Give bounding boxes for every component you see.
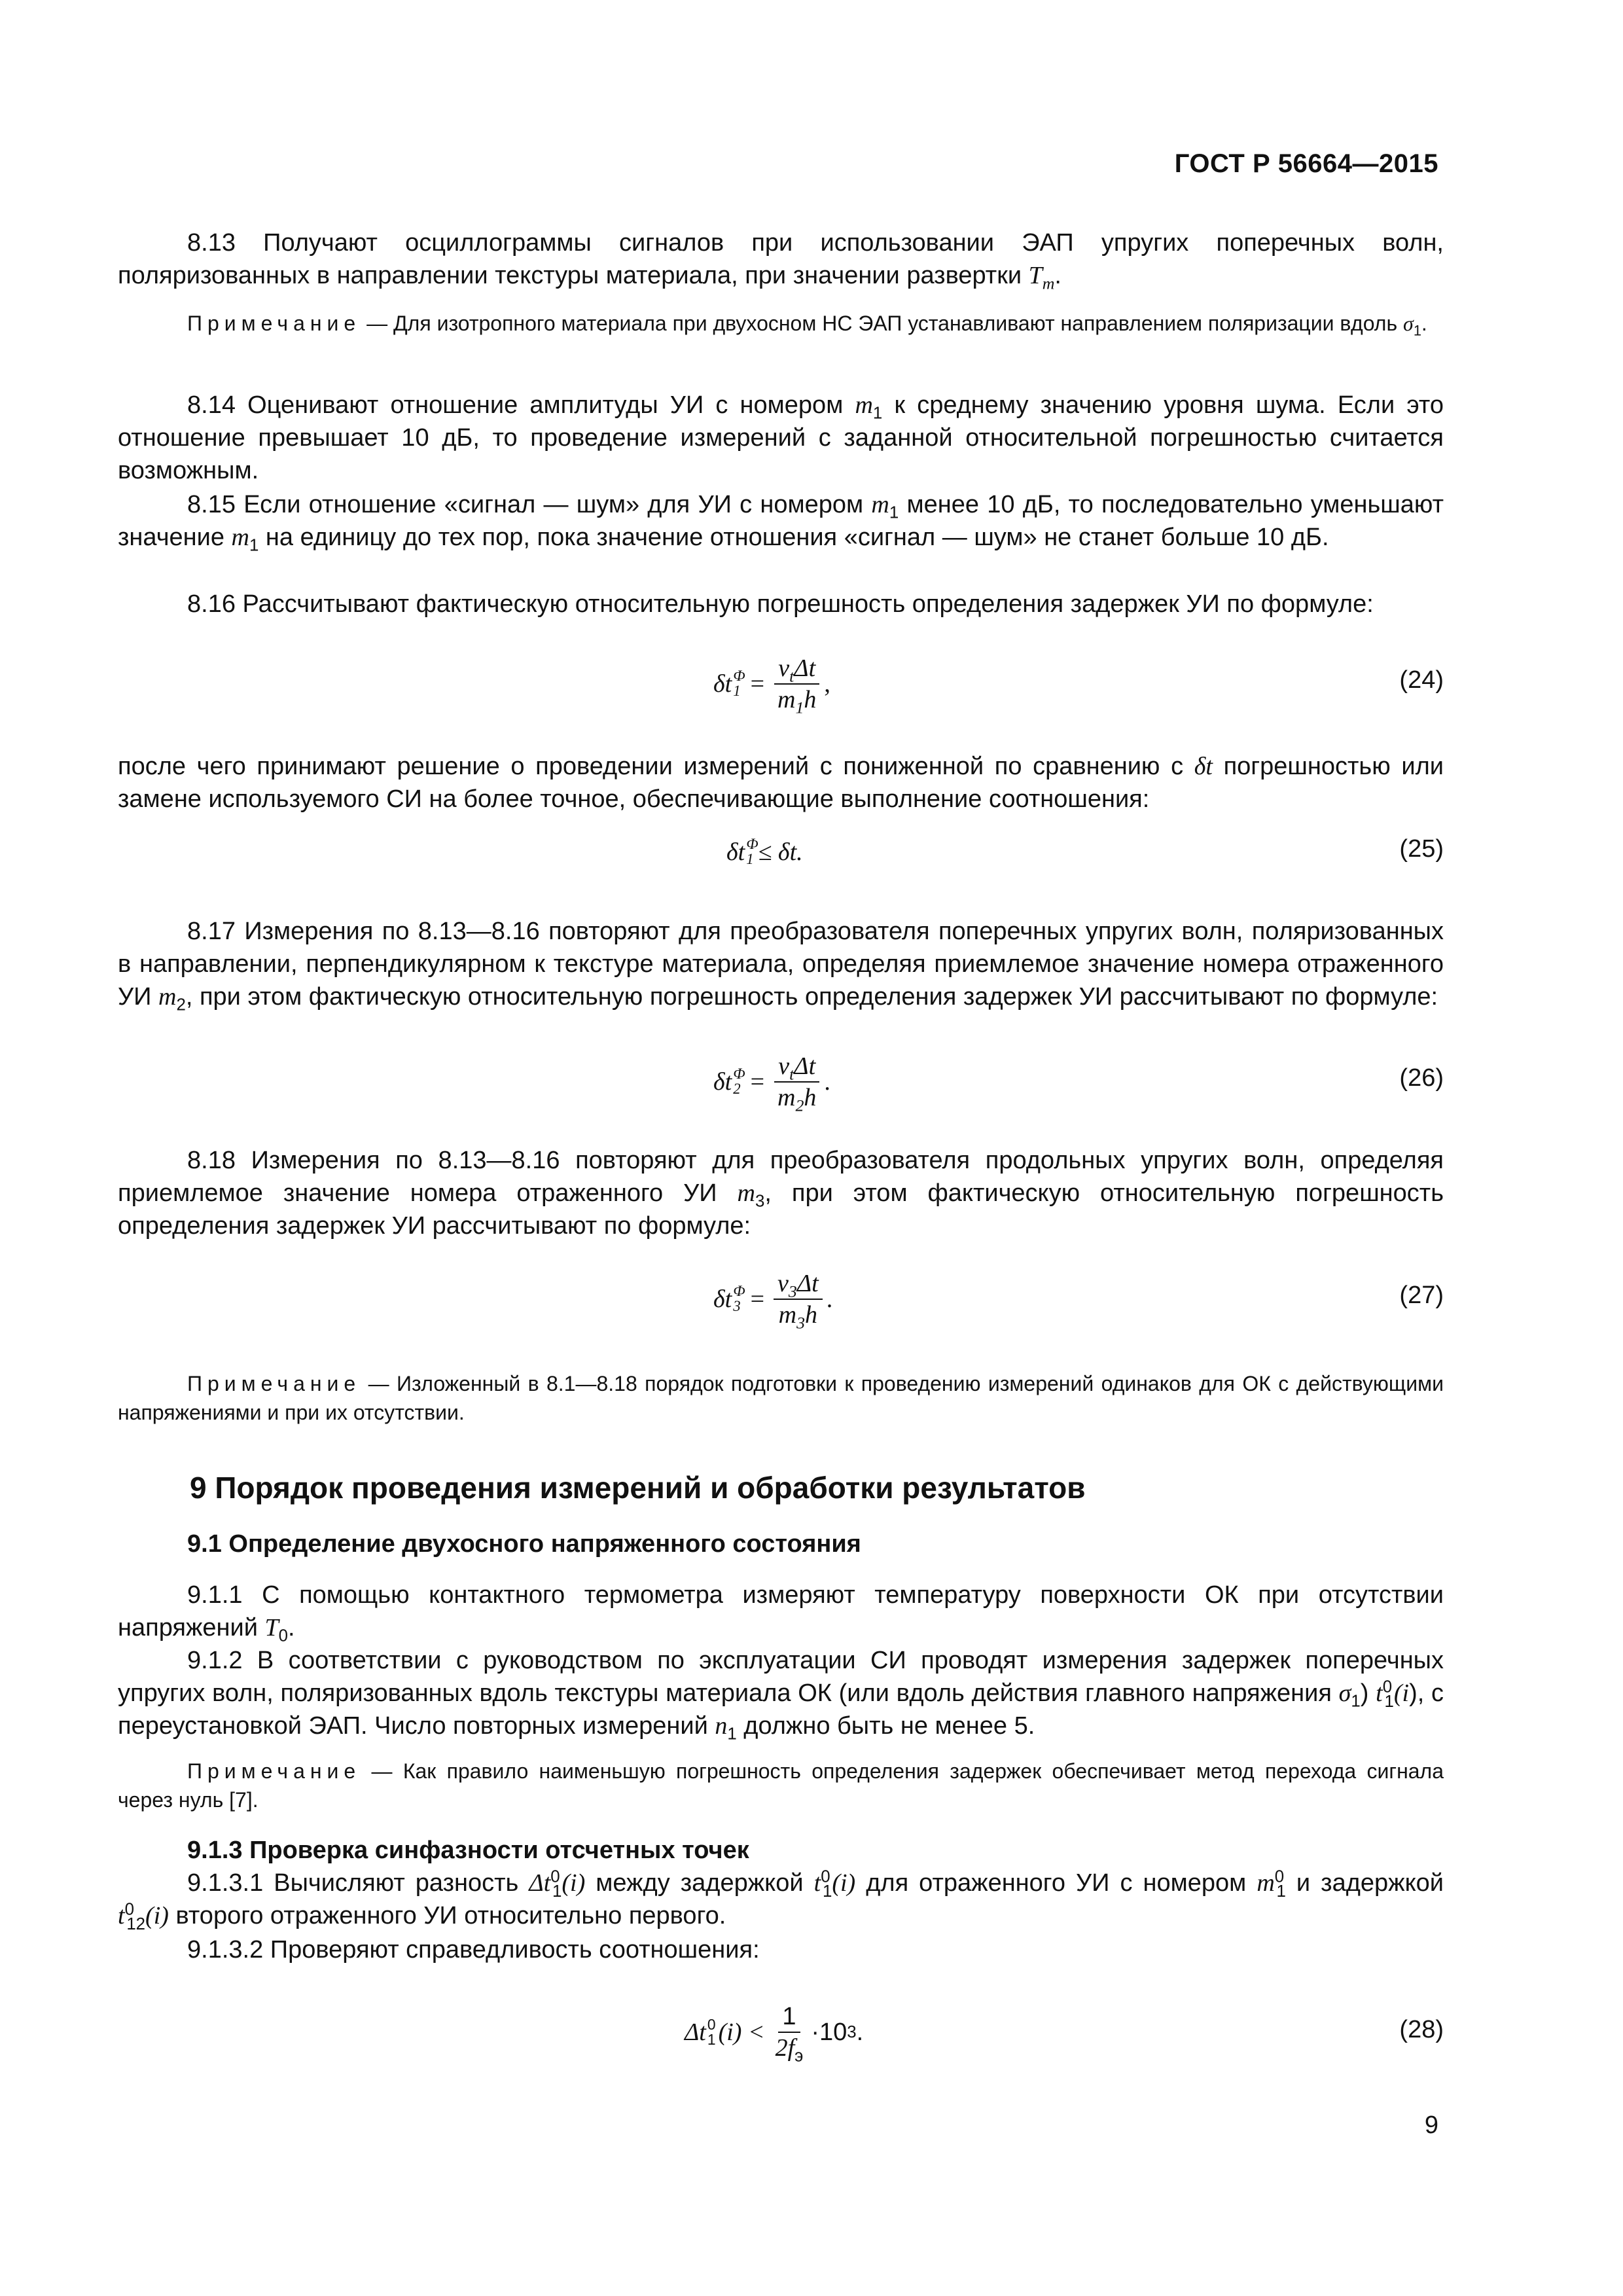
paragraph-9-1-1: 9.1.1 С помощью контактного термометра измеряют температуру поверхности ОК при отсутствии напряжений $T_0$. — [118, 1581, 1444, 1645]
note-label: Примечание — [187, 1372, 361, 1395]
paragraph-8-15: 8.15 Если отношение «сигнал — шум» для УИ с номером $m_1$ менее 10 дБ, то последовательно уменьшают значение $m_1$ на единицу до тех пор, пока значение отношения «сигнал — шум» не станет больше 10 дБ. — [118, 491, 1444, 555]
note-label: Примечание — [187, 312, 361, 335]
section-9-1-heading: 9.1 Определение двухосного напряженного состояния — [187, 1530, 861, 1558]
page-number: 9 — [1424, 2111, 1438, 2139]
formula-24-expression: δt Ф 1 = $\frac{v_t\Delta t}{m_1h}$ , — [713, 655, 830, 717]
paragraph-9-1-2: 9.1.2 В соответствии с руководством по эксплуатации СИ проводят измерения задержек поперечных упругих волн, поляризованных вдоль текстуры материала ОК (или вдоль действия главного напряжения $\sigma_1$) $t^0_1(i)$, с переустановкой ЭАП. Число повторных измерений $n_1$ должно быть не менее 5. — [118, 1647, 1444, 1744]
formula-25 — [118, 826, 1444, 878]
paragraph-9-1-3-2: 9.1.3.2 Проверяют справедливость соотношения: — [187, 1936, 760, 1964]
formula-25-expression: δt Ф 1 ≤ δt. — [726, 836, 803, 867]
note-1: Примечание — Для изотропного материала при двухосном НС ЭАП устанавливают направлением поляризации вдоль $\sigma_1$. — [187, 312, 1427, 339]
paragraph-8-13: 8.13 Получают осциллограммы сигналов при использовании ЭАП упругих поперечных волн, поляризованных в направлении текстуры материала, при значении развертки $T_m$. — [118, 229, 1444, 293]
paragraph-8-14: 8.14 Оценивают отношение амплитуды УИ с номером $m_1$ к среднему значению уровня шума. Если это отношение превышает 10 дБ, то проведение измерений с заданной относительной погрешностью считается возможным. — [118, 391, 1444, 484]
note-label: Примечание — [187, 1759, 361, 1783]
formula-24-number: (24) — [1399, 666, 1444, 694]
formula-26 — [118, 1046, 1444, 1118]
formula-26-number: (26) — [1399, 1064, 1444, 1092]
paragraph-8-18: 8.18 Измерения по 8.13—8.16 повторяют для преобразователя продольных упругих волн, определяя приемлемое значение номера отраженного УИ $m_3$, при этом фактическую относительную погрешность определения задержек УИ рассчитывают по формуле: — [118, 1147, 1444, 1240]
formula-25-number: (25) — [1399, 835, 1444, 863]
document-header: ГОСТ Р 56664—2015 — [1174, 149, 1438, 178]
formula-26-expression: δt Ф 2 = $\frac{v_t\Delta t}{m_2h}$ . — [713, 1052, 830, 1115]
note-3: Примечание — Как правило наименьшую погрешность определения задержек обеспечивает метод перехода сигнала через нуль [7]. — [118, 1759, 1444, 1812]
formula-28-expression: Δt 0 1 (i) < $\frac{1}{2f_э}$ ·10 3 . — [685, 2003, 864, 2066]
section-9-1-3-heading: 9.1.3 Проверка синфазности отсчетных точек — [187, 1837, 749, 1864]
formula-27 — [118, 1263, 1444, 1335]
note-2: Примечание — Изложенный в 8.1—8.18 порядок подготовки к проведению измерений одинаков для ОК с действующими напряжениями и при их отсутствии. — [118, 1372, 1444, 1424]
paragraph-9-1-3-1: 9.1.3.1 Вычисляют разность $\Delta t^0_1(i)$ между задержкой $t^0_1(i)$ для отраженного УИ с номером $m^0_1$ и задержкой $t^0_{12}(i)$ второго отраженного УИ относительно первого. — [118, 1867, 1444, 1933]
paragraph-8-16: 8.16 Рассчитывают фактическую относительную погрешность определения задержек УИ по формуле: — [187, 590, 1374, 618]
formula-27-expression: δt Ф 3 = $\frac{v_3\Delta t}{m_3h}$ . — [713, 1270, 833, 1333]
formula-24 — [118, 648, 1444, 720]
paragraph-after-24: после чего принимают решение о проведении измерений с пониженной по сравнению с δt погрешностью или замене используемого СИ на более точное, обеспечивающие выполнение соотношения: — [118, 753, 1444, 813]
paragraph-8-17: 8.17 Измерения по 8.13—8.16 повторяют для преобразователя поперечных упругих волн, поляризованных в направлении, перпендикулярном к текстуре материала, определяя приемлемое значение номера отраженного УИ $m_2$, при этом фактическую относительную погрешность определения задержек УИ рассчитывают по формуле: — [118, 918, 1444, 1014]
formula-27-number: (27) — [1399, 1282, 1444, 1309]
formula-28 — [118, 1990, 1444, 2075]
section-9-heading: 9 Порядок проведения измерений и обработки результатов — [190, 1471, 1086, 1505]
formula-28-number: (28) — [1399, 2016, 1444, 2043]
